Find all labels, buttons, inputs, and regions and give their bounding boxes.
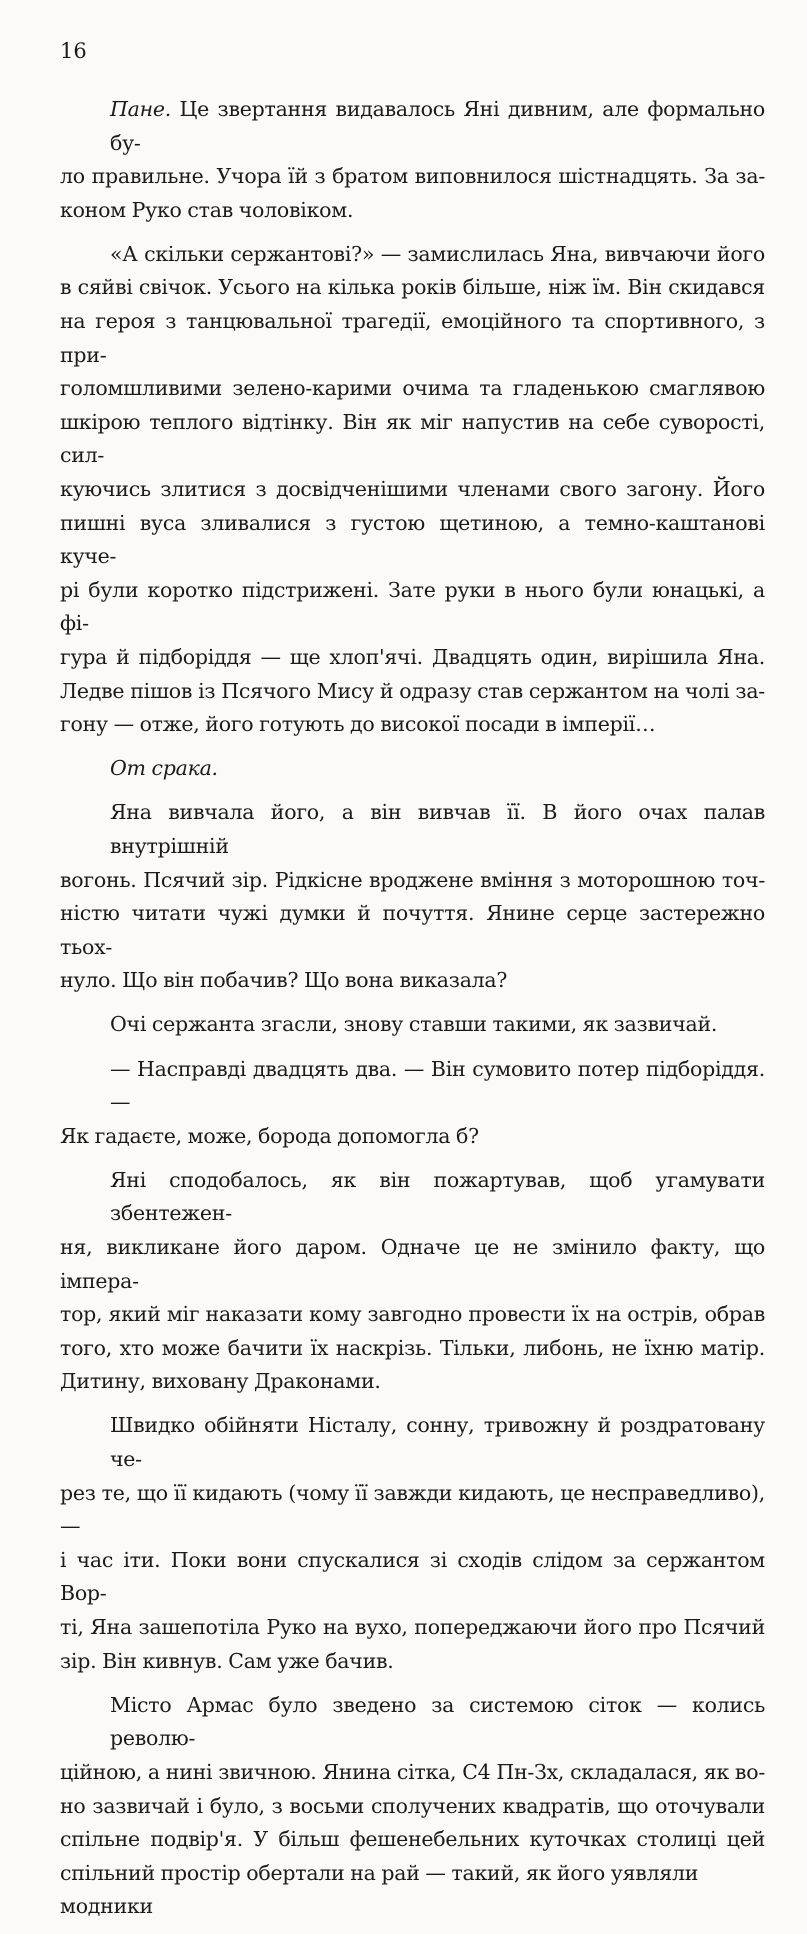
text-line: нуло. Що він побачив? Що вона виказала? — [60, 968, 508, 993]
paragraph — [110, 752, 765, 786]
paragraph — [60, 1689, 765, 1924]
text-line: рі були коротко підстрижені. Зате руки в нього були юнацькі, а фі- — [60, 577, 765, 636]
text-line: гону — отже, його готують до високої посади в імперії… — [60, 712, 656, 737]
text-line: ністю читати чужі думки й почуття. Янине серце застережно тьох- — [60, 901, 765, 959]
paragraph — [60, 1053, 765, 1154]
text-line: «А скільки сержантові?» — замислилась Яна, вивчаючи його — [110, 241, 765, 266]
text-line: рез те, що її кидають (чому її завжди кидають, це несправедливо), — — [60, 1480, 765, 1539]
text-line: От срака. — [110, 756, 218, 781]
text-line: того, хто може бачити їх наскрізь. Тільки, либонь, не їхню матір. — [60, 1335, 765, 1360]
text-line: шкірою теплого відтінку. Він як міг напустив на себе суворості, сил- — [60, 409, 765, 468]
text-line: і час іти. Поки вони спускалися зі сходів слідом за сержантом Вор- — [60, 1547, 765, 1606]
text-line: спільний простір обертали на рай — такий, як його уявляли модники — [60, 1860, 699, 1919]
text-line: на героя з танцювальної трагедії, емоційного та спортивного, з при- — [60, 309, 765, 367]
text-line: ло правильне. Учора їй з братом виповнилося шістнадцять. За за- — [60, 164, 765, 189]
text-line: Дитину, виховану Драконами. — [60, 1369, 381, 1394]
text-line: Як гадаєте, може, борода допомогла б? — [60, 1123, 479, 1148]
text-line: гура й підборіддя — ще хлоп'ячі. Двадцять один, вирішила Яна. — [60, 645, 765, 669]
paragraph — [60, 796, 765, 998]
text-line: — Насправді двадцять два. — Він сумовито потер підборіддя. — — [110, 1056, 765, 1115]
text-line: Яні сподобалось, як він пожартував, щоб угамувати збентежен- — [110, 1167, 765, 1226]
text-line: Швидко обійняти Ністалу, сонну, тривожну й роздратовану че- — [110, 1413, 765, 1472]
paragraph — [60, 1409, 765, 1678]
paragraph — [60, 238, 765, 742]
text-line: Пане. Це звертання видавалось Яні дивним, але формально бу- — [110, 97, 765, 155]
text-line: ційною, а нині звичною. Янина сітка, С4 Пн-Зх, складалася, як во- — [60, 1759, 765, 1784]
text-line: вогонь. Псячий зір. Рідкісне вроджене вміння з моторошною точ- — [60, 867, 765, 892]
body-text — [60, 93, 765, 1934]
paragraph — [60, 93, 765, 227]
text-line: ті, Яна зашепотіла Руко на вухо, попереджаючи його про Псячий — [60, 1615, 765, 1640]
text-line: спільне подвір'я. У більш фешенебельних куточках столиці цей — [60, 1827, 765, 1852]
text-line: Місто Армас було зведено за системою сіток — колись револю- — [110, 1692, 765, 1751]
text-line: Очі сержанта згасли, знову ставши такими, як зазвичай. — [110, 1012, 718, 1037]
paragraph — [60, 1164, 765, 1399]
paragraph — [110, 1008, 765, 1042]
text-line: но зазвичай і було, з восьми сполучених квадратів, що оточували — [60, 1793, 765, 1818]
text-line: зір. Він кивнув. Сам уже бачив. — [60, 1648, 394, 1673]
text-line: ня, викликане його даром. Одначе це не змінило факту, що імпера- — [60, 1235, 765, 1293]
text-line: тор, який міг наказати кому завгодно провести їх на острів, обрав — [60, 1302, 765, 1327]
text-line: пишні вуса зливалися з густою щетиною, а темно-каштанові куче- — [60, 510, 765, 569]
text-line: Яна вивчала його, а він вивчав її. В його очах палав внутрішній — [110, 800, 765, 858]
page-number: 16 — [60, 39, 87, 63]
text-line: коном Руко став чоловіком. — [60, 197, 354, 222]
text-line: Ледве пішов із Псячого Мису й одразу став сержантом на чолі за- — [60, 678, 765, 703]
text-line: в сяйві свічок. Усього на кілька років більше, ніж їм. Він скидався — [60, 275, 765, 300]
text-line: голомшливими зелено-карими очима та гладенькою смаглявою — [60, 376, 765, 401]
text-line: куючись злитися з досвідченішими членами свого загону. Його — [60, 477, 765, 502]
